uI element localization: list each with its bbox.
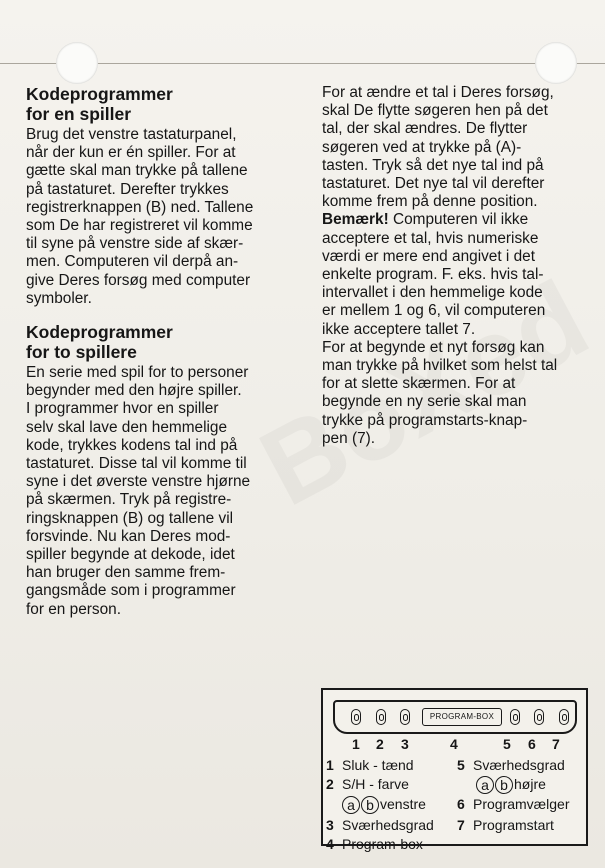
- note-label: Bemærk!: [322, 211, 389, 229]
- text-line: værdi er mere end angivet i det: [322, 247, 536, 265]
- switch-6-icon: [534, 709, 544, 725]
- text-line: En serie med spil for to personer: [26, 364, 249, 382]
- legend-number: 6: [457, 796, 465, 812]
- text-line: han bruger den samme frem-: [26, 564, 226, 582]
- text-line: selv skal lave den hemmelige: [26, 418, 228, 436]
- text-line: tal, der skal ændres. De flytter: [322, 120, 528, 138]
- legend-number: 7: [457, 817, 465, 833]
- console-outline: [333, 700, 577, 734]
- text-line: symboler.: [26, 289, 92, 307]
- switch-1-icon: [351, 709, 361, 725]
- text-line: enkelte program. F. eks. hvis tal-: [322, 266, 544, 284]
- text-line: give Deres forsøg med computer: [26, 271, 251, 289]
- switch-2-icon: [376, 709, 386, 725]
- section-two-players: [26, 322, 296, 619]
- text-line: som De har registreret vil komme: [26, 217, 253, 235]
- switch-number: 7: [552, 736, 560, 752]
- legend-item: [457, 816, 554, 836]
- legend-text: Program-box: [342, 836, 423, 852]
- text-line: trykke på programstarts-knap-: [322, 411, 528, 429]
- text-line: For at ændre et tal i Deres forsøg,: [322, 84, 554, 101]
- text-line: komme frem på denne position.: [322, 193, 538, 211]
- switch-number: 3: [401, 736, 409, 752]
- legend-text: Sværhedsgrad: [342, 817, 434, 833]
- text-line: på skærmen. Tryk på registre-: [26, 491, 232, 509]
- switch-7-icon: [559, 709, 569, 725]
- switch-number: 6: [528, 736, 536, 752]
- text-line: spiller begynde at dekode, idet: [26, 546, 235, 564]
- section-title: [26, 84, 296, 124]
- section-body: [26, 364, 296, 619]
- switch-number: 1: [352, 736, 360, 752]
- note-text: Computeren vil ikke: [388, 211, 529, 229]
- legend-number: 2: [326, 776, 334, 792]
- console-diagram: [321, 688, 588, 852]
- text-line: man trykke på hvilket som helst tal: [322, 357, 558, 375]
- section-title-line: Kodeprogrammer: [26, 84, 173, 104]
- text-line: kode, trykkes kodens tal ind på: [26, 436, 238, 454]
- switch-number: 5: [503, 736, 511, 752]
- text-line: er mellem 1 og 6, vil computeren: [322, 302, 546, 320]
- section-body: [26, 126, 296, 308]
- legend-item: [326, 756, 414, 776]
- legend-number: 3: [326, 817, 334, 833]
- legend-text: Programvælger: [473, 796, 570, 812]
- a-button-icon: a: [342, 796, 360, 814]
- section-title-line: Kodeprogrammer: [26, 322, 173, 343]
- legend-text: S/H - farve: [342, 776, 409, 792]
- text-line: for at slette skærmen. For at: [322, 375, 516, 393]
- text-line: For at begynde et nyt forsøg kan: [322, 338, 545, 356]
- legend-item: [457, 756, 565, 776]
- a-button-icon: a: [476, 776, 494, 794]
- text-line: ikke acceptere tallet 7.: [322, 320, 476, 338]
- legend-text: venstre: [380, 796, 426, 812]
- text-line: skal De flytte søgeren hen på det: [322, 102, 548, 120]
- section-title: [26, 322, 296, 362]
- legend-text: Sluk - tænd: [342, 757, 414, 773]
- legend-item: [342, 795, 426, 815]
- section-one-player: [26, 84, 296, 308]
- switch-3-icon: [400, 709, 410, 725]
- legend-number: 1: [326, 757, 334, 773]
- right-column: [322, 84, 590, 448]
- new-guess-paragraph: [322, 339, 590, 448]
- switch-number: 2: [376, 736, 384, 752]
- edit-guess-paragraph: [322, 84, 590, 211]
- section-title-line: for to spillere: [26, 342, 137, 363]
- left-column: [26, 84, 296, 619]
- text-line: når der kun er én spiller. For at: [26, 144, 236, 162]
- text-line: på tastaturet. Derefter trykkes: [26, 180, 229, 198]
- text-line: gætte skal man trykke på tallene: [26, 162, 248, 180]
- legend-item: [457, 795, 569, 815]
- text-line: begynder med den højre spiller.: [26, 382, 242, 400]
- text-line: tasten. Tryk så det nye tal ind på: [322, 156, 544, 174]
- text-line: tastaturet. Det nye tal vil derefter: [322, 175, 545, 193]
- legend-item: [326, 775, 409, 795]
- text-line: syne i det øverste venstre hjørne: [26, 473, 251, 491]
- section-title-line: for en spiller: [26, 104, 132, 124]
- text-line: for en person.: [26, 600, 121, 618]
- text-line: tastaturet. Disse tal vil komme til: [26, 455, 247, 473]
- text-line: begynde en ny serie skal man: [322, 393, 527, 411]
- b-button-icon: b: [495, 776, 513, 794]
- text-line: Brug det venstre tastaturpanel,: [26, 126, 237, 143]
- legend-text: Sværhedsgrad: [473, 757, 565, 773]
- legend-number: 5: [457, 757, 465, 773]
- text-line: søgeren ved at trykke på (A)-: [322, 138, 522, 156]
- legend-number: 4: [326, 836, 334, 852]
- text-line: I programmer hvor en spiller: [26, 400, 219, 418]
- text-line: pen (7).: [322, 429, 376, 447]
- text-line: acceptere et tal, hvis numeriske: [322, 229, 539, 247]
- text-line: forsvinde. Nu kan Deres mod-: [26, 527, 231, 545]
- legend-text: højre: [514, 776, 546, 792]
- b-button-icon: b: [361, 796, 379, 814]
- note-paragraph: [322, 211, 590, 338]
- text-line: registrerknappen (B) ned. Tallene: [26, 198, 254, 216]
- text-line: gangsmåde som i programmer: [26, 582, 236, 600]
- binder-hole-right: [535, 42, 577, 84]
- text-line: til syne på venstre side af skær-: [26, 235, 244, 253]
- switch-number: 4: [450, 736, 458, 752]
- legend-item: [476, 775, 546, 795]
- legend-text: Programstart: [473, 817, 554, 833]
- legend-item: [326, 835, 423, 855]
- binder-hole-left: [56, 42, 98, 84]
- text-line: ringsknappen (B) og tallene vil: [26, 509, 234, 527]
- program-box-label: PROGRAM-BOX: [422, 708, 502, 726]
- text-line: intervallet i den hemmelige kode: [322, 284, 543, 302]
- switch-5-icon: [510, 709, 520, 725]
- text-line: men. Computeren vil derpå an-: [26, 253, 239, 271]
- legend-item: [326, 816, 434, 836]
